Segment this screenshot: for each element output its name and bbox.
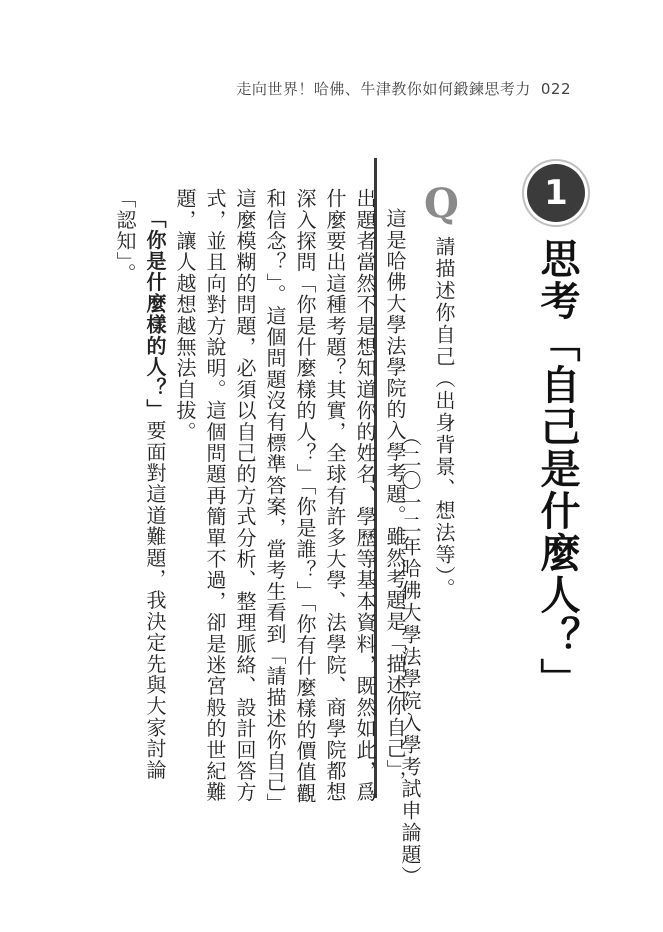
paragraph bbox=[110, 188, 170, 808]
paragraph: 這是哈佛大學法學院的入學考題。雖然考題是「描述你自己」，出題者當然不是想知道你的姓名、學歷等基本資料，既然如此，爲什麼要出這種考題？其實，全球有許多大學、法學院、商學院都想深入探問「你是什麼樣的人？」「你是誰？」「你有什麼樣的價值觀和信念？」。這個問題沒有標準答案，當考生看到「請描述你自己」這麼模糊的問題，必須以自己的方式分析、整理脈絡、設計回答方式，並且向對方說明。這個問題再簡單不過，卻是迷宮般的世紀難題，讓人越想越無法自拔。 bbox=[173, 188, 407, 804]
question-marker: Q bbox=[424, 180, 459, 227]
paragraph-text: 要面對這道難題，我決定先與大家討論「認知」。 bbox=[113, 188, 167, 781]
running-header bbox=[236, 78, 571, 99]
chapter-title: 思考「自己是什麼人？」 bbox=[534, 238, 580, 700]
book-title: 走向世界！哈佛、牛津教你如何鍛鍊思考力 bbox=[236, 80, 531, 98]
chapter-number-badge: 1 bbox=[527, 164, 585, 222]
bold-phrase: 「你是什麼樣的人？」 bbox=[143, 208, 167, 420]
body-text bbox=[110, 188, 410, 808]
question-prompt: 請描述你自己（出身背景、想法等）。 bbox=[432, 236, 456, 600]
question-source: （二〇一二年哈佛大學法學院入學考試申論題） bbox=[398, 426, 422, 888]
page-number: 022 bbox=[540, 80, 571, 98]
